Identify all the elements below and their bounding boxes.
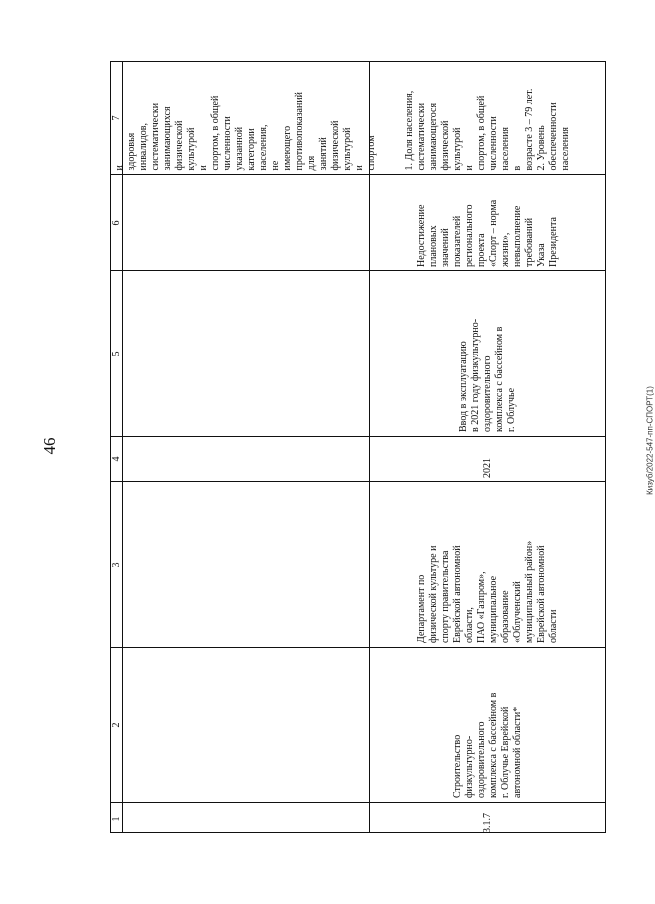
cell-cont-c5 — [122, 271, 369, 437]
cell-cont-c7: и здоровья инвалидов, систематически занимающихся физической культурой и спортом, в общей численности указанной категории населения, не имеющего противопоказаний для занятий физической культурой и спортом — [122, 62, 369, 175]
page-number: 46 — [40, 437, 59, 455]
header-cell-4: 4 — [111, 437, 122, 482]
cell-cont-c3 — [122, 482, 369, 648]
cell-cont-c1 — [122, 803, 369, 834]
document-code: Кизуб/2022-547-пп-СПОРТ(1) — [645, 386, 655, 495]
cell-cont-c6 — [122, 175, 369, 271]
header-cell-5: 5 — [111, 271, 122, 437]
header-cell-2: 2 — [111, 648, 122, 803]
header-cell-7: 7 — [111, 62, 122, 175]
cell-cont-c2 — [122, 648, 369, 803]
cell-cont-c4 — [122, 437, 369, 482]
header-cell-3: 3 — [111, 482, 122, 648]
cell-main-c2: Строительство физкультурно- оздоровительного комплекса с бассейном в г. Облучье Еврейской автономной области* — [369, 648, 606, 803]
table-row-continuation — [113, 62, 377, 832]
cell-main-c5: Ввод в эксплуатацию в 2021 году физкультурно- оздоровительного комплекса с бассейном в г. Облучье — [369, 271, 606, 437]
cell-main-c1: 3.1.7 — [481, 812, 493, 833]
cell-main-c3: Департамент по физической культуре и спорту правительства Еврейской автономной области, ПАО «Газпром», муниципальное образование «Облученский муниципальный район» Еврейской автономной области — [369, 482, 606, 648]
cell-main-c7: 1. Доля населения, систематически занимающегося физической культурой и спортом, в общей численности населения в возрасте 3 – 79 лет. 2. Уровень обеспеченности населения — [369, 62, 606, 175]
table-row-3-1-7 — [369, 62, 606, 832]
header-cell-6: 6 — [111, 175, 122, 271]
cell-main-c6: Недостижение плановых значений показателей регионального проекта «Спорт – норма жизни», невыполнение требований Указа Президента — [369, 175, 606, 271]
cell-main-c4: 2021 — [369, 437, 606, 482]
header-cell-1: 1 — [110, 816, 122, 821]
document-table — [110, 61, 606, 833]
